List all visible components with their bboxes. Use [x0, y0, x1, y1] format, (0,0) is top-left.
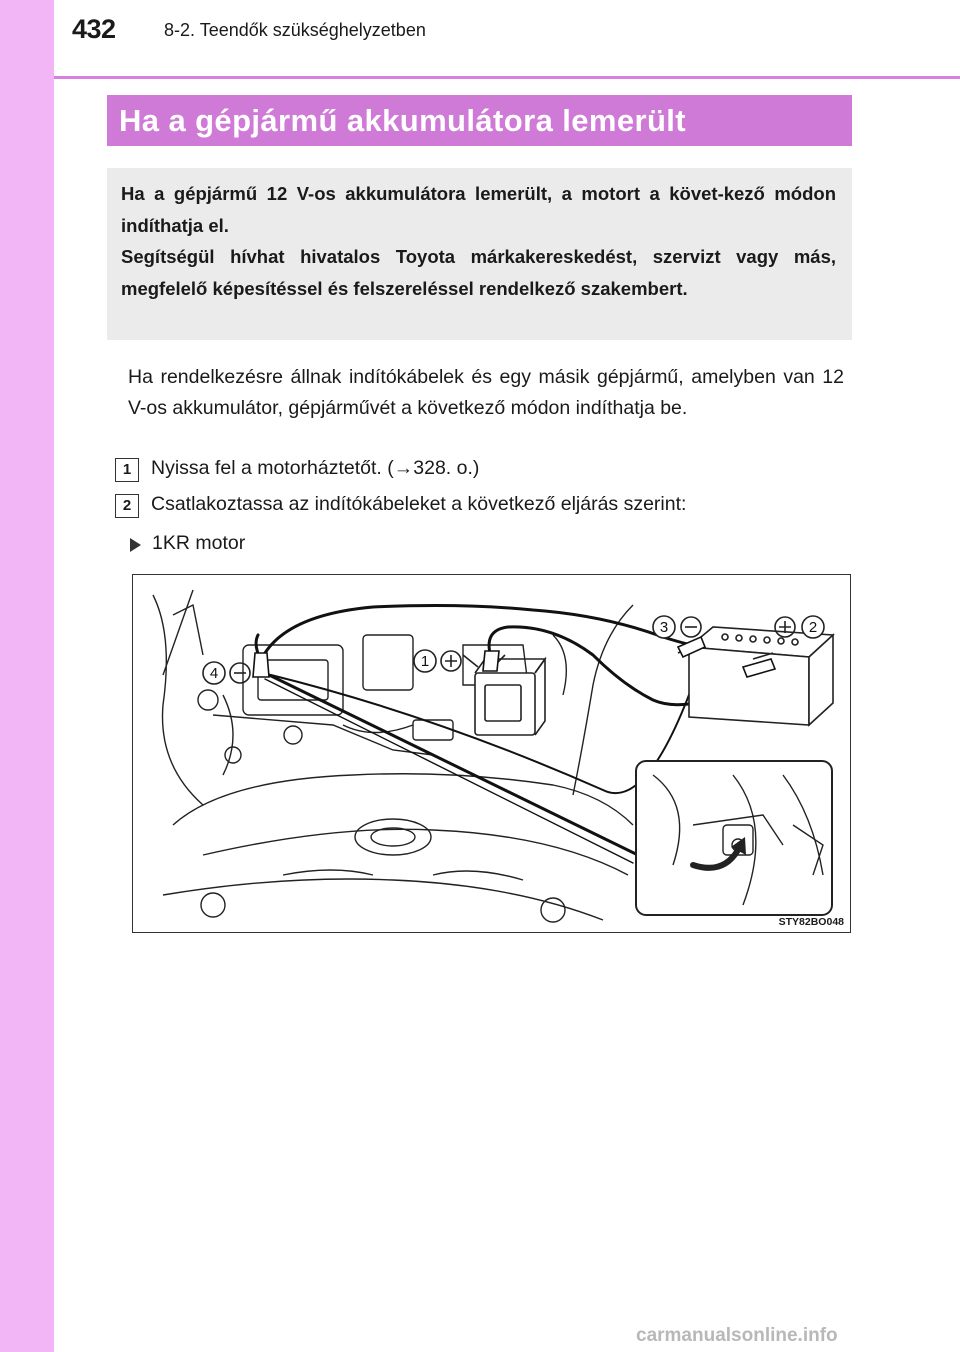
page-number: 432 [72, 14, 116, 44]
step-text-1: Nyissa fel a motorháztetőt. (→328. o.) [151, 457, 480, 479]
body-paragraph: Ha rendelkezésre állnak indítókábelek és egy másik gépjármű, amelyben van 12 V-os akkumulátor, gépjárművét a következő módon indíthatja be. [128, 366, 844, 419]
step-1 [115, 458, 865, 484]
step-2 [115, 494, 865, 520]
figure-code: STY82BO048 [778, 916, 844, 928]
page-title: Ha a gépjármű akkumulátora lemerült [107, 95, 852, 146]
intro-text-1: Ha a gépjármű 12 V-os akkumulátora lemerült, a motort a követ-kező módon indíthatja el. [121, 183, 836, 236]
engine-bullet [130, 532, 530, 558]
vehicle-battery-drawing [463, 655, 545, 735]
engine-label: 1KR motor [152, 532, 246, 554]
car-body-outline [153, 590, 633, 922]
step-text-2: Csatlakoztassa az indítókábeleket a következő eljárás szerint: [151, 493, 687, 515]
section-heading: 8-2. Teendők szükséghelyzetben [164, 20, 426, 40]
step-number-1: 1 [115, 458, 139, 482]
intro-text-2: Segítségül hívhat hivatalos Toyota márkakereskedést, szervizt vagy más, megfelelő képesítéssel és felszereléssel rendelkező szakembert. [121, 246, 836, 299]
chapter-tab-strip [0, 0, 54, 1352]
intro-box [107, 168, 852, 340]
header-divider [54, 76, 960, 79]
triangle-bullet-icon [130, 538, 141, 552]
callout-label-3: 3 [659, 619, 669, 636]
callout-label-2: 2 [808, 619, 818, 636]
engine-bay-drawing [133, 575, 851, 933]
watermark: carmanualsonline.info [636, 1325, 838, 1346]
step-number-2: 2 [115, 494, 139, 518]
inset-detail-view [636, 761, 832, 915]
jump-start-illustration [132, 574, 851, 933]
callout-label-1: 1 [420, 653, 430, 670]
callout-label-4: 4 [209, 665, 219, 682]
